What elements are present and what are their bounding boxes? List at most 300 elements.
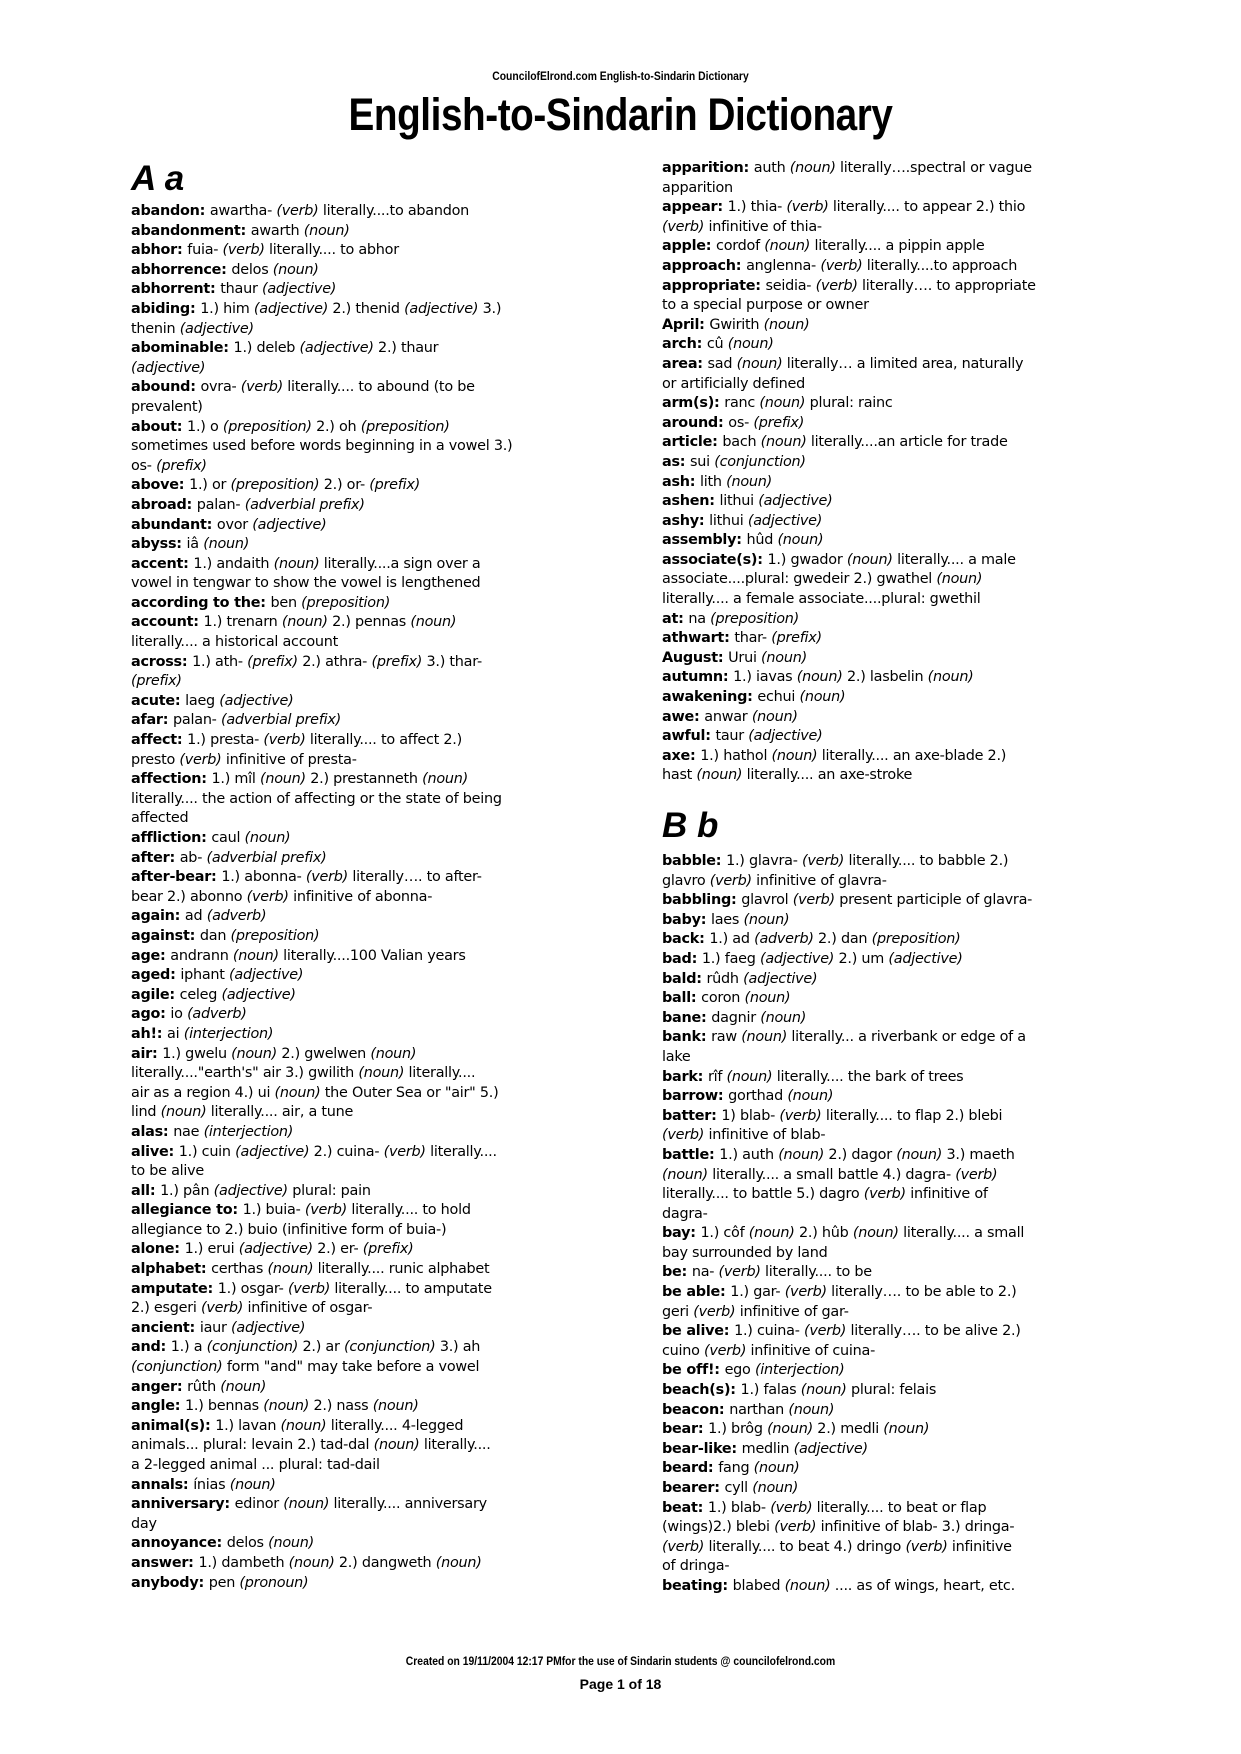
- definition-text: 1.) trenarn: [203, 614, 282, 631]
- definition-text: hast: [662, 767, 697, 784]
- headword: April:: [662, 316, 710, 333]
- headword: ashy:: [662, 512, 710, 529]
- definition-text: of dringa-: [662, 1558, 730, 1575]
- definition-text: literally.... to affect 2.): [305, 732, 462, 749]
- part-of-speech: (adjective): [748, 728, 823, 745]
- part-of-speech: (verb): [179, 751, 222, 768]
- entry-line: [131, 1378, 631, 1398]
- definition-text: infinitive: [947, 1538, 1012, 1555]
- definition-text: literally.... an axe-blade 2.): [817, 747, 1007, 764]
- entry-line: [131, 633, 631, 653]
- definition-text: 1.) erui: [184, 1241, 239, 1258]
- definition-text: 3.) ah: [435, 1339, 481, 1356]
- definition-text: literally.... to amputate: [330, 1280, 492, 1297]
- entry-line: [131, 339, 631, 359]
- part-of-speech: (interjection): [183, 1025, 274, 1042]
- entry-line: [131, 555, 631, 575]
- definition-text: anglenna-: [746, 257, 821, 274]
- headword: area:: [662, 355, 708, 372]
- part-of-speech: (adjective): [213, 1182, 288, 1199]
- definition-text: thar-: [734, 630, 772, 647]
- entry-line: [662, 708, 1162, 728]
- headword: aged:: [131, 967, 181, 984]
- definition-text: 1.) or: [189, 477, 231, 494]
- definition-text: 2.) lasbelin: [842, 669, 928, 686]
- headword: abyss:: [131, 536, 187, 553]
- entry-line: [662, 1459, 1162, 1479]
- definition-text: literally.... a pippin apple: [810, 238, 985, 255]
- part-of-speech: (noun): [784, 1577, 831, 1594]
- definition-text: or artificially defined: [662, 375, 805, 392]
- entry-line: [662, 911, 1162, 931]
- definition-text: glavro: [662, 872, 710, 889]
- headword: be:: [662, 1264, 692, 1281]
- part-of-speech: (verb): [801, 853, 845, 869]
- definition-text: 1.) thia-: [727, 199, 787, 216]
- definition-text: na: [688, 610, 711, 627]
- entry-line: [131, 731, 631, 751]
- entry-line: [131, 1574, 631, 1594]
- headword: after-bear:: [131, 869, 222, 886]
- part-of-speech: (pronoun): [239, 1574, 309, 1591]
- definition-text: geri: [662, 1303, 694, 1320]
- entry-line: [131, 986, 631, 1006]
- definition-text: iphant: [180, 967, 230, 984]
- entry-line: [662, 1577, 1162, 1597]
- headword: beacon:: [662, 1401, 730, 1418]
- part-of-speech: (noun): [759, 395, 806, 412]
- entry-line: [662, 1322, 1162, 1342]
- definition-text: literally.... to abound (to be: [282, 379, 475, 396]
- headword: beat:: [662, 1499, 708, 1516]
- entry-line: [131, 947, 631, 967]
- definition-text: plural: felais: [846, 1382, 937, 1399]
- part-of-speech: (noun): [763, 316, 810, 333]
- headword: animal(s):: [131, 1417, 216, 1434]
- part-of-speech: (verb): [786, 199, 829, 216]
- definition-text: presto: [131, 751, 180, 768]
- part-of-speech: (verb): [662, 218, 705, 235]
- definition-text: literally.... the bark of trees: [772, 1068, 964, 1085]
- definition-text: literally…. to be alive 2.): [846, 1323, 1021, 1340]
- definition-text: literally....100 Valian years: [278, 947, 466, 964]
- headword: be alive:: [662, 1323, 735, 1340]
- definition-text: na-: [691, 1264, 719, 1281]
- entry-line: [662, 649, 1162, 669]
- definition-text: cû: [706, 336, 728, 353]
- definition-text: 2.) thaur: [373, 340, 439, 357]
- headword: acute:: [131, 692, 186, 709]
- headword: at:: [662, 610, 689, 627]
- entry-line: [131, 1476, 631, 1496]
- part-of-speech: (noun): [743, 911, 790, 928]
- headword: abhorrence:: [131, 261, 232, 278]
- definition-text: Urui: [728, 649, 762, 666]
- definition-text: literally.... to be: [760, 1264, 872, 1281]
- part-of-speech: (noun): [244, 830, 291, 846]
- headword: August:: [662, 649, 729, 666]
- headword: abound:: [131, 379, 201, 396]
- part-of-speech: (prefix): [131, 673, 182, 690]
- definition-text: palan-: [196, 496, 245, 513]
- part-of-speech: (verb): [803, 1323, 847, 1340]
- entry-line: [662, 218, 1162, 238]
- headword: all:: [131, 1182, 161, 1199]
- definition-text: infinitive of thia-: [704, 218, 822, 235]
- entry-line: [131, 574, 631, 594]
- part-of-speech: (noun): [267, 1261, 314, 1278]
- definition-text: palan-: [173, 712, 221, 729]
- entry-line: [662, 159, 1162, 179]
- definition-text: 2.) athra-: [297, 653, 372, 670]
- definition-text: 1.) ad: [709, 931, 755, 948]
- headword: article:: [662, 434, 723, 451]
- entry-line: [662, 1009, 1162, 1029]
- definition-text: ovra-: [200, 379, 241, 396]
- definition-text: nae: [173, 1123, 204, 1140]
- part-of-speech: (adjective): [758, 493, 833, 510]
- entry-line: [662, 1244, 1162, 1264]
- part-of-speech: (adjective): [299, 340, 374, 357]
- entry-line: [662, 1224, 1162, 1244]
- headword: baby:: [662, 911, 711, 928]
- definition-text: 1.) blab-: [707, 1499, 771, 1516]
- headword: bad:: [662, 950, 702, 967]
- entry-line: [662, 1557, 1162, 1577]
- definition-text: coron: [701, 990, 745, 1007]
- definition-text: 2.) nass: [309, 1398, 373, 1415]
- part-of-speech: (noun): [160, 1104, 207, 1121]
- entry-line: [662, 1401, 1162, 1421]
- headword: after:: [131, 849, 180, 866]
- entry-line: [131, 1143, 631, 1163]
- entry-line: [131, 966, 631, 986]
- entry-line: [131, 457, 631, 477]
- definition-text: edinor: [234, 1496, 284, 1513]
- entry-line: [662, 1166, 1162, 1186]
- headword: ball:: [662, 990, 702, 1007]
- entry-line: [662, 1146, 1162, 1166]
- headword: ago:: [131, 1006, 171, 1023]
- part-of-speech: (noun): [778, 1146, 825, 1163]
- entry-line: [131, 1358, 631, 1378]
- definition-text: certhas: [211, 1261, 268, 1278]
- entry-line: [662, 747, 1162, 767]
- entry-line: [662, 668, 1162, 688]
- definition-text: iaur: [199, 1319, 232, 1336]
- definition-text: hûd: [746, 532, 778, 549]
- definition-text: ínias: [193, 1476, 230, 1493]
- definition-text: 2.) or-: [319, 477, 370, 494]
- definition-text: the Outer Sea or "air" 5.): [320, 1084, 499, 1101]
- part-of-speech: (prefix): [369, 477, 420, 494]
- definition-text: literally…. to be able to 2.): [826, 1284, 1017, 1301]
- definition-text: blabed: [732, 1577, 785, 1594]
- headword: battle:: [662, 1146, 720, 1163]
- headword: abiding:: [131, 300, 201, 317]
- part-of-speech: (noun): [927, 669, 974, 686]
- part-of-speech: (noun): [727, 336, 774, 353]
- definition-text: literally…. to appropriate: [857, 277, 1036, 294]
- entry-line: [131, 672, 631, 692]
- left-column: [131, 155, 631, 1593]
- part-of-speech: (noun): [288, 1554, 335, 1571]
- headword: and:: [131, 1339, 171, 1356]
- definition-text: apparition: [662, 179, 733, 196]
- headword: alone:: [131, 1241, 185, 1258]
- definition-text: ai: [167, 1025, 184, 1042]
- headword: accent:: [131, 555, 194, 572]
- headword: autumn:: [662, 669, 734, 686]
- headword: beating:: [662, 1577, 733, 1594]
- entry-line: [131, 1084, 631, 1104]
- entry-line: [131, 613, 631, 633]
- definition-text: delos: [226, 1535, 269, 1552]
- headword: anger:: [131, 1378, 188, 1395]
- part-of-speech: (adjective): [743, 970, 818, 987]
- headword: bark:: [662, 1068, 708, 1085]
- definition-text: vowel in tengwar to show the vowel is lengthened: [131, 575, 481, 592]
- headword: abominable:: [131, 340, 234, 357]
- definition-text: a 2-legged animal ... plural: tad-dail: [131, 1457, 380, 1473]
- entry-line: [131, 476, 631, 496]
- headword: about:: [131, 418, 188, 435]
- entry-line: [131, 1201, 631, 1221]
- entry-line: [131, 594, 631, 614]
- definition-text: 1.) deleb: [233, 340, 300, 357]
- part-of-speech: (noun): [370, 1045, 417, 1062]
- entry-line: [662, 492, 1162, 512]
- headword: affect:: [131, 732, 188, 749]
- entry-line: [131, 1456, 631, 1476]
- definition-text: plural: rainc: [805, 395, 893, 412]
- definition-text: lith: [700, 473, 727, 490]
- entry-line: [662, 950, 1162, 970]
- definition-text: 2.) hûb: [794, 1225, 853, 1242]
- definition-text: 1.) abonna-: [221, 869, 306, 886]
- part-of-speech: (adjective): [131, 359, 206, 376]
- part-of-speech: (preposition): [301, 594, 391, 611]
- part-of-speech: (prefix): [247, 653, 298, 670]
- headword: bay:: [662, 1225, 701, 1242]
- headword: air:: [131, 1045, 163, 1062]
- page-number: Page 1 of 18: [579, 1676, 662, 1692]
- part-of-speech: (adjective): [231, 1319, 306, 1336]
- definition-text: 2.) prestanneth: [305, 771, 423, 788]
- part-of-speech: (noun): [726, 473, 773, 490]
- entry-line: [131, 418, 631, 438]
- entry-line: [131, 222, 631, 242]
- definition-text: 2.) gwelwen: [277, 1045, 371, 1062]
- entry-line: [662, 688, 1162, 708]
- definition-text: awarth: [250, 222, 304, 239]
- part-of-speech: (noun): [852, 1225, 899, 1242]
- part-of-speech: (preposition): [710, 610, 800, 627]
- part-of-speech: (verb): [662, 1127, 705, 1144]
- part-of-speech: (noun): [788, 1401, 835, 1418]
- entry-line: [662, 296, 1162, 316]
- entry-line: [662, 512, 1162, 532]
- entry-line: [131, 1221, 631, 1241]
- letter-heading: B b: [662, 806, 719, 845]
- definition-text: infinitive of osgar-: [243, 1300, 373, 1317]
- definition-text: bear 2.) abonno: [131, 888, 247, 905]
- entry-line: [131, 1280, 631, 1300]
- definition-text: infinitive of blab- 3.) dringa-: [816, 1519, 1015, 1536]
- part-of-speech: (verb): [779, 1107, 822, 1124]
- entry-line: [662, 414, 1162, 434]
- headword: beard:: [662, 1460, 719, 1477]
- entry-line: [131, 1515, 631, 1535]
- part-of-speech: (noun): [274, 1084, 321, 1101]
- definition-text: 2.) er-: [312, 1241, 363, 1258]
- definition-text: 2.) dangweth: [334, 1554, 436, 1571]
- part-of-speech: (verb): [709, 872, 752, 889]
- headword: around:: [662, 414, 729, 431]
- entry-line: [131, 1554, 631, 1574]
- entry-line: [131, 1436, 631, 1456]
- right-column: [662, 159, 1162, 1597]
- part-of-speech: (noun): [846, 551, 893, 568]
- definition-text: ego: [724, 1362, 755, 1379]
- entry-line: [662, 316, 1162, 336]
- part-of-speech: (interjection): [754, 1362, 845, 1379]
- definition-text: delos: [231, 261, 273, 278]
- definition-text: 2.) oh: [311, 418, 361, 435]
- definition-text: infinitive of presta-: [221, 751, 357, 768]
- headword: abhorrent:: [131, 281, 221, 298]
- definition-text: 1.) gwelu: [162, 1045, 232, 1062]
- part-of-speech: (verb): [784, 1284, 827, 1301]
- definition-text: 2.) dagor: [824, 1146, 897, 1163]
- definition-text: literally.... to flap 2.) blebi: [821, 1107, 1003, 1124]
- headword: arch:: [662, 336, 707, 353]
- entry-line: [662, 433, 1162, 453]
- part-of-speech: (adjective): [793, 1440, 868, 1457]
- headword: angle:: [131, 1398, 185, 1415]
- part-of-speech: (noun): [789, 160, 836, 176]
- entry-line: [662, 766, 1162, 786]
- part-of-speech: (prefix): [362, 1241, 414, 1258]
- definition-text: ab-: [179, 849, 207, 866]
- definition-text: allegiance to 2.) buio (infinitive form of buia-): [131, 1221, 447, 1238]
- headword: bank:: [662, 1029, 712, 1046]
- definition-text: 1.) hathol: [700, 747, 772, 764]
- headword: abhor:: [131, 242, 188, 259]
- definition-text: prevalent): [131, 398, 203, 415]
- part-of-speech: (noun): [751, 708, 798, 725]
- definition-text: 1.) pân: [160, 1182, 214, 1199]
- headword: athwart:: [662, 630, 735, 647]
- headword: ash:: [662, 473, 701, 490]
- part-of-speech: (noun): [800, 1382, 847, 1399]
- part-of-speech: (noun): [229, 1476, 276, 1493]
- definition-text: ben: [270, 594, 302, 611]
- entry-line: [662, 727, 1162, 747]
- headword: abundant:: [131, 516, 217, 533]
- definition-text: seidia-: [765, 277, 816, 294]
- entry-line: [131, 496, 631, 516]
- part-of-speech: (noun): [272, 261, 319, 278]
- part-of-speech: (conjunction): [714, 453, 806, 470]
- definition-text: literally....an article for trade: [806, 434, 1008, 451]
- definition-text: dagnir: [711, 1009, 761, 1026]
- definition-text: 1.) brôg: [708, 1421, 768, 1438]
- definition-text: literally.... to beat or flap: [812, 1499, 987, 1516]
- part-of-speech: (prefix): [753, 414, 805, 431]
- entry-line: [662, 335, 1162, 355]
- definition-text: medlin: [741, 1440, 794, 1457]
- part-of-speech: (noun): [799, 689, 846, 706]
- headword: against:: [131, 927, 200, 944]
- entry-line: [662, 531, 1162, 551]
- entry-line: [662, 1479, 1162, 1499]
- part-of-speech: (verb): [693, 1303, 736, 1320]
- definition-text: literally.... to hold: [347, 1202, 471, 1219]
- definition-text: 1.) falas: [740, 1382, 801, 1399]
- definition-text: literally… a limited area, naturally: [782, 355, 1024, 372]
- headword: age:: [131, 947, 171, 964]
- headword: annals:: [131, 1476, 194, 1493]
- headword: allegiance to:: [131, 1202, 243, 1219]
- definition-text: .... as of wings, heart, etc.: [830, 1577, 1015, 1594]
- entry-line: [662, 852, 1162, 872]
- definition-text: infinitive of cuina-: [746, 1342, 876, 1359]
- entry-line: [662, 1205, 1162, 1225]
- headword: abroad:: [131, 496, 197, 513]
- definition-text: caul: [211, 830, 245, 846]
- headword: alphabet:: [131, 1261, 212, 1278]
- part-of-speech: (noun): [777, 532, 824, 549]
- headword: across:: [131, 653, 193, 670]
- entry-line: [131, 300, 631, 320]
- part-of-speech: (noun): [358, 1065, 405, 1082]
- part-of-speech: (adverb): [206, 908, 267, 925]
- definition-text: 2.) thenid: [328, 300, 405, 317]
- definition-text: cyll: [724, 1480, 753, 1496]
- definition-text: to a special purpose or owner: [662, 297, 869, 314]
- entry-line: [131, 1103, 631, 1123]
- entry-line: [662, 1499, 1162, 1519]
- part-of-speech: (noun): [273, 555, 320, 572]
- definition-text: 2.) esgeri: [131, 1300, 201, 1317]
- definition-text: 1.) lavan: [215, 1417, 281, 1434]
- headword: as:: [662, 453, 691, 470]
- headword: ashen:: [662, 493, 720, 510]
- part-of-speech: (verb): [263, 732, 306, 749]
- part-of-speech: (adverbial prefix): [244, 496, 365, 513]
- definition-text: io: [170, 1006, 188, 1023]
- entry-line: [131, 1260, 631, 1280]
- definition-text: 1.) o: [187, 418, 223, 435]
- part-of-speech: (conjunction): [343, 1339, 436, 1356]
- definition-text: literally.... to battle 5.) dagro: [662, 1186, 864, 1203]
- part-of-speech: (noun): [883, 1421, 930, 1438]
- headword: again:: [131, 908, 185, 925]
- entry-line: [662, 930, 1162, 950]
- headword: bald:: [662, 970, 707, 987]
- part-of-speech: (noun): [760, 1009, 807, 1026]
- definition-text: dan: [199, 927, 231, 944]
- entry-line: [662, 277, 1162, 297]
- definition-text: cordof: [716, 238, 765, 255]
- letter-heading: A a: [131, 159, 185, 198]
- definition-text: 1) blab-: [721, 1107, 780, 1124]
- part-of-speech: (noun): [280, 1417, 327, 1434]
- entry-line: [662, 1087, 1162, 1107]
- part-of-speech: (noun): [764, 238, 811, 255]
- definition-text: lithui: [709, 512, 748, 529]
